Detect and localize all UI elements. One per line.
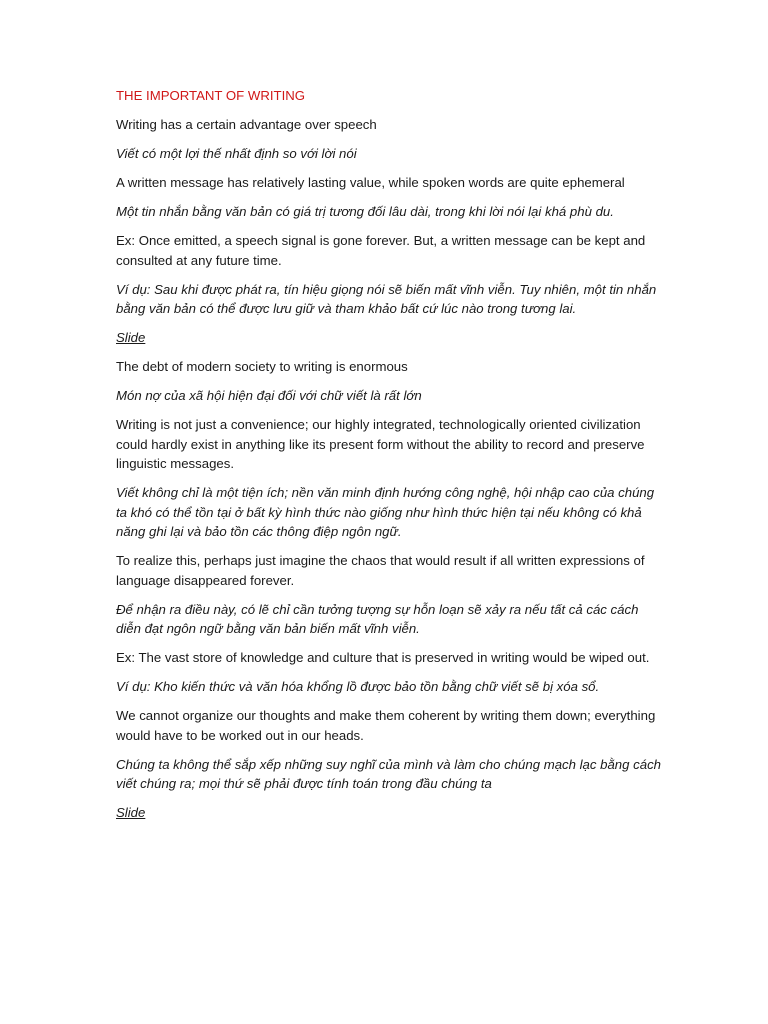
paragraph-vi: Viết không chỉ là một tiện ích; nền văn minh định hướng công nghệ, hội nhập cao của chúng ta khó có thể tồn tại ở bất kỳ hình thức nào giống như hình thức hiện tại nếu không có khả năng ghi lại và bảo tồn các thông điệp ngôn ngữ. xyxy=(116,485,655,539)
paragraph-vi: Ví dụ: Sau khi được phát ra, tín hiệu giọng nói sẽ biến mất vĩnh viễn. Tuy nhiên, một tin nhắn bằng văn bản có thể được lưu giữ và tham khảo bất cứ lúc nào trong tương lai. xyxy=(116,281,657,316)
paragraph-vi: Để nhận ra điều này, có lẽ chỉ cần tưởng tượng sự hỗn loạn sẽ xảy ra nếu tất cả các cách diễn đạt ngôn ngữ bằng văn bản biến mất vĩnh viễn. xyxy=(116,601,639,636)
paragraph-vi: Một tin nhắn bằng văn bản có giá trị tương đối lâu dài, trong khi lời nói lại khá phù du. xyxy=(116,204,614,219)
paragraph-en: Ex: Once emitted, a speech signal is gone forever. But, a written message can be kept and consulted at any future time. xyxy=(116,233,646,268)
paragraph-en: To realize this, perhaps just imagine the chaos that would result if all written expressions of language disappeared forever. xyxy=(116,553,645,588)
paragraph-vi: Chúng ta không thể sắp xếp những suy nghĩ của mình và làm cho chúng mạch lạc bằng cách viết chúng ra; mọi thứ sẽ phải được tính toán trong đầu chúng ta xyxy=(116,756,661,791)
paragraph-en: We cannot organize our thoughts and make them coherent by writing them down; everything would have to be worked out in our heads. xyxy=(116,708,656,743)
paragraph-vi: Viết có một lợi thế nhất định so với lời nói xyxy=(116,146,357,161)
paragraph-en: Ex: The vast store of knowledge and culture that is preserved in writing would be wiped out. xyxy=(116,650,650,665)
paragraph-vi: Ví dụ: Kho kiến thức và văn hóa khổng lồ được bảo tồn bằng chữ viết sẽ bị xóa sổ. xyxy=(116,679,600,694)
paragraph-en: Writing has a certain advantage over speech xyxy=(116,117,377,132)
slide-marker: Slide xyxy=(116,330,146,345)
slide-marker: Slide xyxy=(116,805,146,820)
document-page xyxy=(116,86,661,832)
paragraph-en: The debt of modern society to writing is enormous xyxy=(116,359,408,374)
paragraph-en: A written message has relatively lasting value, while spoken words are quite ephemeral xyxy=(116,175,625,190)
paragraph-vi: Món nợ của xã hội hiện đại đối với chữ viết là rất lớn xyxy=(116,388,422,403)
paragraph-en: Writing is not just a convenience; our highly integrated, technologically oriented civilization could hardly exist in anything like its present form without the ability to record and preserve linguistic messages. xyxy=(116,417,645,471)
document-title: THE IMPORTANT OF WRITING xyxy=(116,88,306,103)
